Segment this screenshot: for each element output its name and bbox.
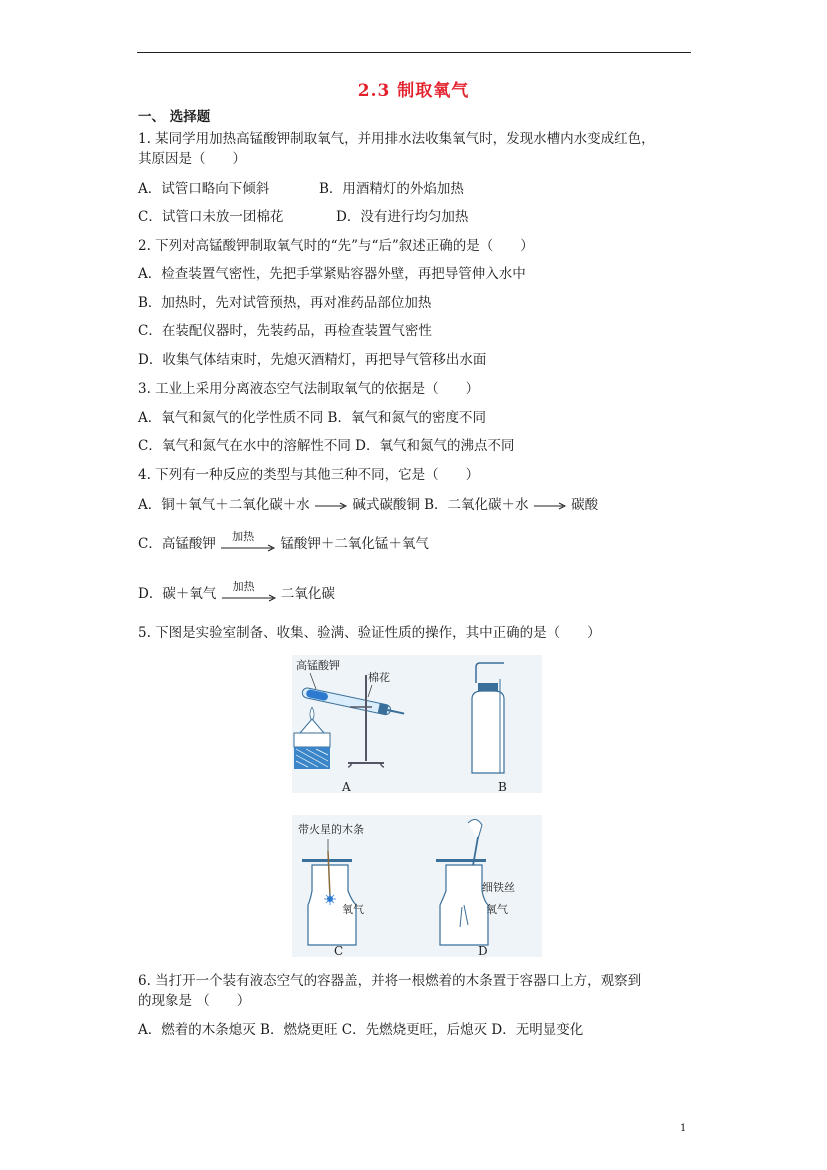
letter-b: B (498, 780, 507, 794)
label-oxygen-c: 氧气 (342, 903, 364, 916)
q1-option-c: C．试管口未放一团棉花 (138, 209, 284, 225)
letter-c: C (334, 944, 344, 958)
q4-stem: 4. 下列有一种反应的类型与其他三种不同，它是（ ） (138, 467, 480, 483)
q2-option-b: B．加热时，先对试管预热，再对准药品部位加热 (138, 295, 432, 311)
q4-options-ab (138, 496, 598, 514)
right-arrow-icon (220, 544, 276, 552)
q1-option-a: A．试管口略向下倾斜 (138, 181, 270, 197)
q3-options-cd: C．氧气和氮气在水中的溶解性不同 D．氧气和氮气的沸点不同 (138, 438, 515, 454)
q4-b-reactants: B．二氧化碳＋水 (424, 497, 529, 513)
q4-d-product: 二氧化碳 (280, 586, 335, 602)
heat-arrow (221, 579, 277, 604)
section-heading: 一、 选择题 (138, 109, 211, 125)
q1-stem-line2: 其原因是（ ） (138, 151, 246, 167)
q5-stem: 5. 下图是实验室制备、收集、验满、验证性质的操作，其中正确的是（ ） (138, 625, 601, 641)
q1-stem-line1: 1. 某同学用加热高锰酸钾制取氧气，并用排水法收集氧气时，发现水槽内水变成红色， (138, 131, 655, 147)
q2-option-c: C．在装配仪器时，先装药品，再检查装置气密性 (138, 323, 432, 339)
right-arrow-icon (221, 594, 277, 602)
q2-option-a: A．检查装置气密性，先把手掌紧贴容器外壁，再把导管伸入水中 (138, 266, 526, 282)
q4-a-product: 碱式碳酸铜 (352, 497, 420, 513)
heat-arrow (220, 529, 276, 554)
q1-option-d: D．没有进行均匀加热 (336, 209, 469, 225)
q4-option-d (138, 579, 335, 604)
label-cotton: 棉花 (368, 671, 390, 684)
q3-stem: 3. 工业上采用分离液态空气法制取氧气的依据是（ ） (138, 381, 480, 397)
q4-option-c (138, 529, 429, 554)
q6-stem-line2: 的现象是 （ ） (138, 993, 251, 1009)
q1-option-b: B．用酒精灯的外焰加热 (319, 181, 464, 197)
q6-stem-line1: 6. 当打开一个装有液态空气的容器盖，并将一根燃着的木条置于容器口上方，观察到 (138, 973, 642, 989)
q3-options-ab: A．氧气和氮气的化学性质不同 B．氧气和氮气的密度不同 (138, 410, 486, 426)
q2-stem: 2. 下列对高锰酸钾制取氧气时的“先”与“后”叙述正确的是（ ） (138, 238, 534, 254)
label-splint: 带火星的木条 (298, 823, 364, 836)
label-iron-wire: 细铁丝 (482, 881, 515, 894)
q2-option-d: D．收集气体结束时，先熄灭酒精灯，再把导气管移出水面 (138, 352, 487, 368)
label-oxygen-d: 氧气 (486, 903, 508, 916)
lab-apparatus-figure (292, 655, 542, 960)
q6-options: A．燃着的木条熄灭 B．燃烧更旺 C．先燃烧更旺，后熄灭 D．无明显变化 (138, 1022, 584, 1038)
q4-c-reactant: C．高锰酸钾 (138, 536, 216, 552)
heat-label: 加热 (232, 529, 255, 543)
q4-d-reactants: D．碳＋氧气 (138, 586, 217, 602)
q4-c-products: 锰酸钾＋二氧化锰＋氧气 (280, 536, 429, 552)
q4-a-reactants: A．铜＋氧气＋二氧化碳＋水 (138, 497, 310, 513)
letter-a: A (342, 780, 351, 794)
page-number: 1 (680, 1123, 687, 1134)
label-kmno4: 高锰酸钾 (296, 659, 340, 672)
right-arrow-icon (314, 501, 348, 511)
right-arrow-icon (533, 501, 567, 511)
letter-d: D (478, 944, 488, 958)
q4-b-product: 碳酸 (571, 497, 599, 513)
heat-label: 加热 (232, 579, 255, 593)
header-rule (137, 52, 691, 53)
page-title: 2.3 制取氧气 (357, 81, 470, 101)
